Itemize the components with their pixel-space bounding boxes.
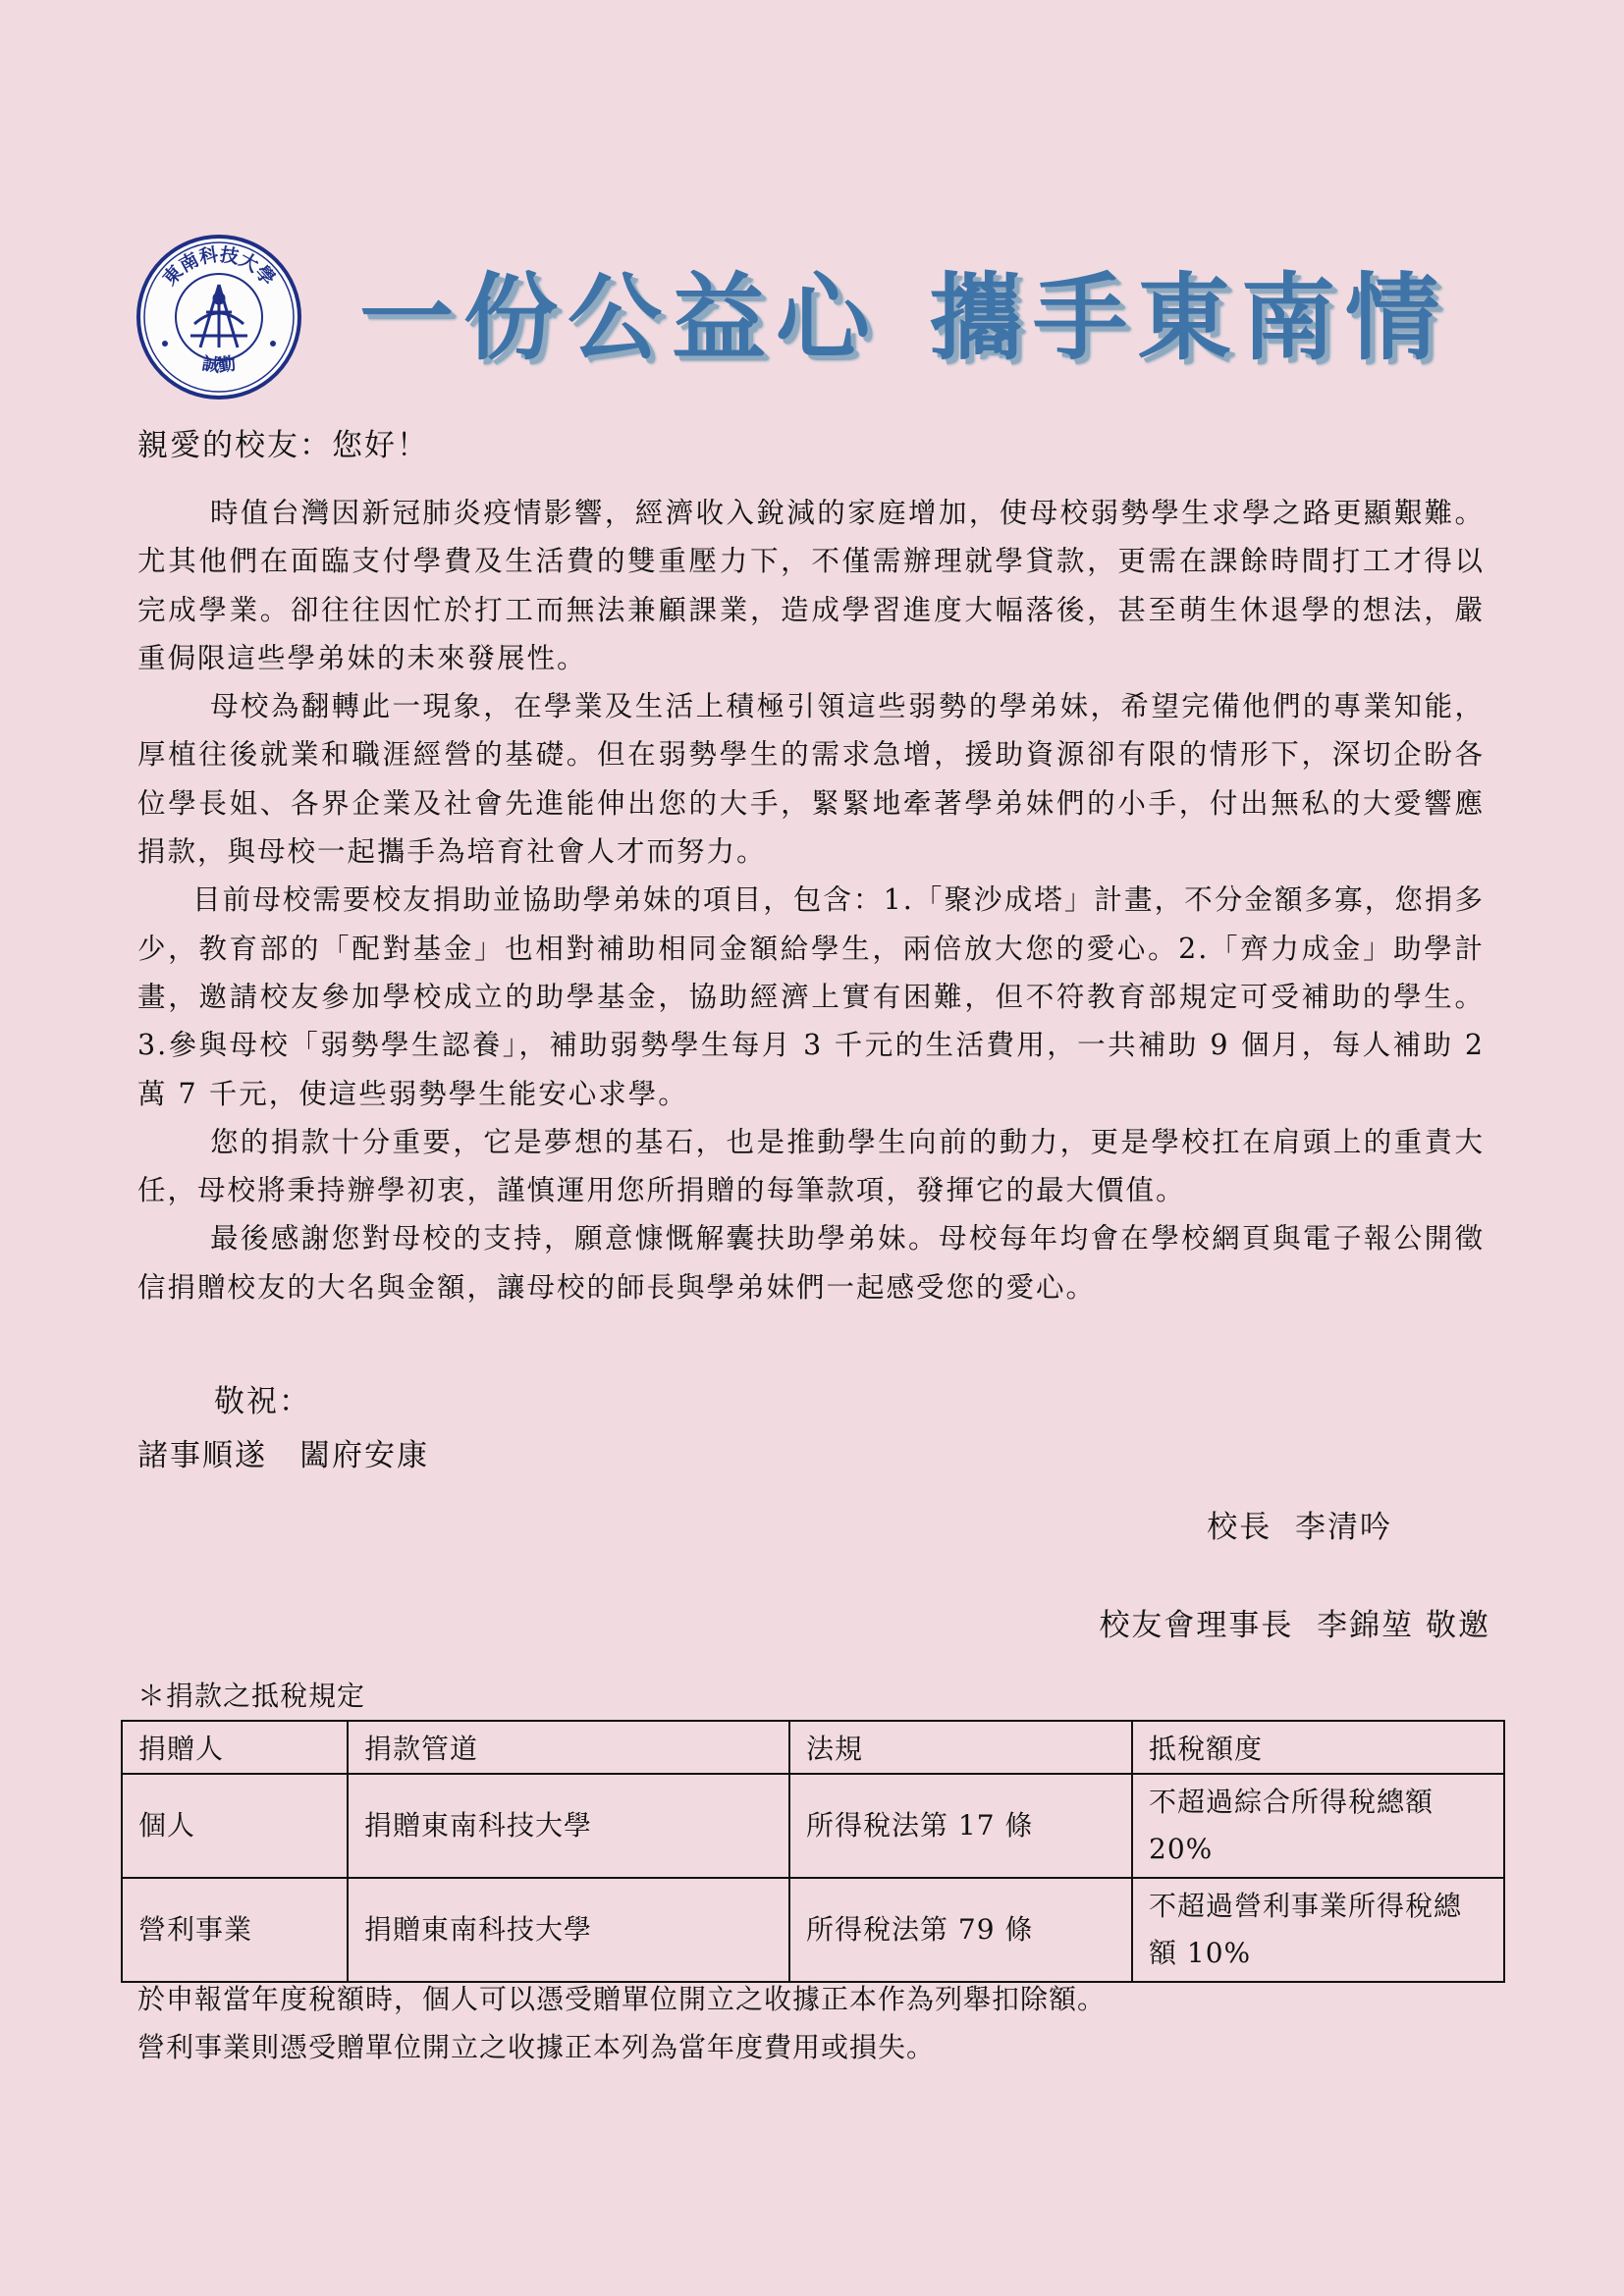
- letter-header: [135, 222, 1510, 399]
- title-part-1: 一份公益心: [359, 263, 880, 373]
- table-row: [122, 1878, 1504, 1982]
- header-law: 法規: [789, 1721, 1132, 1774]
- tax-note-business: 營利事業則憑受贈單位開立之收據正本列為當年度費用或損失。: [137, 2031, 936, 2063]
- paragraph-importance: 您的捐款十分重要，它是夢想的基石，也是推動學生向前的動力，更是學校扛在肩頭上的重責大任，母校將秉持辦學初衷，謹慎運用您所捐贈的每筆款項，發揮它的最大價值。: [137, 1125, 1485, 1207]
- closing-greeting: 敬祝：: [214, 1384, 311, 1419]
- header-donor: 捐贈人: [122, 1721, 348, 1774]
- cell-law: 所得稅法第 17 條: [789, 1774, 1132, 1878]
- salutation: 親愛的校友：您好！: [137, 428, 429, 463]
- cell-deduction-limit: 不超過綜合所得稅總額 20%: [1132, 1774, 1504, 1878]
- page-title: [359, 243, 1449, 378]
- cell-donor: 營利事業: [122, 1878, 348, 1982]
- title-part-2: 攜手東南情: [929, 263, 1449, 373]
- cell-law: 所得稅法第 79 條: [789, 1878, 1132, 1982]
- table-header-row: [122, 1721, 1504, 1774]
- signature-president: 校長 李清吟: [1207, 1510, 1392, 1545]
- paragraph-current-situation: 時值台灣因新冠肺炎疫情影響，經濟收入銳減的家庭增加，使母校弱勢學生求學之路更顯艱難。尤其他們在面臨支付學費及生活費的雙重壓力下，不僅需辦理就學貸款，更需在課餘時間打工才得以完成學業。卻往往因忙於打工而無法兼顧課業，造成學習進度大幅落後，甚至萌生休退學的想法，嚴重侷限這些學弟妹的未來發展性。: [137, 497, 1485, 674]
- paragraph-donation-programs: 目前母校需要校友捐助並協助學弟妹的項目，包含：1.「聚沙成塔」計畫，不分金額多寡，您捐多少，教育部的「配對基金」也相對補助相同金額給學生，兩倍放大您的愛心。2.「齊力成金」助學計畫，邀請校友參加學校成立的助學基金，協助經濟上實有困難，但不符教育部規定可受補助的學生。3.參與母校「弱勢學生認養」，補助弱勢學生每月 3 千元的生活費用，一共補助 9 個月，每人補助 2 萬 7 千元，使這些弱勢學生能安心求學。: [137, 883, 1485, 1110]
- cell-channel: 捐贈東南科技大學: [348, 1774, 789, 1878]
- cell-deduction-limit: 不超過營利事業所得稅總額 10%: [1132, 1878, 1504, 1982]
- seal-name-text: 東南科技大學: [158, 243, 280, 291]
- header-deduction-limit: 抵稅額度: [1132, 1721, 1504, 1774]
- table-row: [122, 1774, 1504, 1878]
- header-channel: 捐款管道: [348, 1721, 789, 1774]
- letter-body: [137, 489, 1485, 1311]
- cell-donor: 個人: [122, 1774, 348, 1878]
- seal-motto-text: 誠勤: [200, 353, 238, 377]
- university-seal-logo: [135, 234, 302, 400]
- tax-deduction-table: [121, 1720, 1505, 1983]
- cell-channel: 捐贈東南科技大學: [348, 1878, 789, 1982]
- tax-note-individual: 於申報當年度稅額時，個人可以憑受贈單位開立之收據正本作為列舉扣除額。: [137, 1983, 1107, 2015]
- signature-alumni-chair: 校友會理事長 李錦堃 敬邀: [1099, 1608, 1490, 1643]
- tax-rules-caption: ＊捐款之抵稅規定: [137, 1680, 366, 1712]
- closing-wishes: 諸事順遂 闔府安康: [137, 1438, 429, 1473]
- paragraph-thanks: 最後感謝您對母校的支持，願意慷慨解囊扶助學弟妹。母校每年均會在學校網頁與電子報公開徵信捐贈校友的大名與金額，讓母校的師長與學弟妹們一起感受您的愛心。: [137, 1222, 1485, 1304]
- paragraph-school-appeal: 母校為翻轉此一現象，在學業及生活上積極引領這些弱勢的學弟妹，希望完備他們的專業知能，厚植往後就業和職涯經營的基礎。但在弱勢學生的需求急增，援助資源卻有限的情形下，深切企盼各位學長姐、各界企業及社會先進能伸出您的大手，緊緊地牽著學弟妹們的小手，付出無私的大愛響應捐款，與母校一起攜手為培育社會人才而努力。: [137, 690, 1485, 869]
